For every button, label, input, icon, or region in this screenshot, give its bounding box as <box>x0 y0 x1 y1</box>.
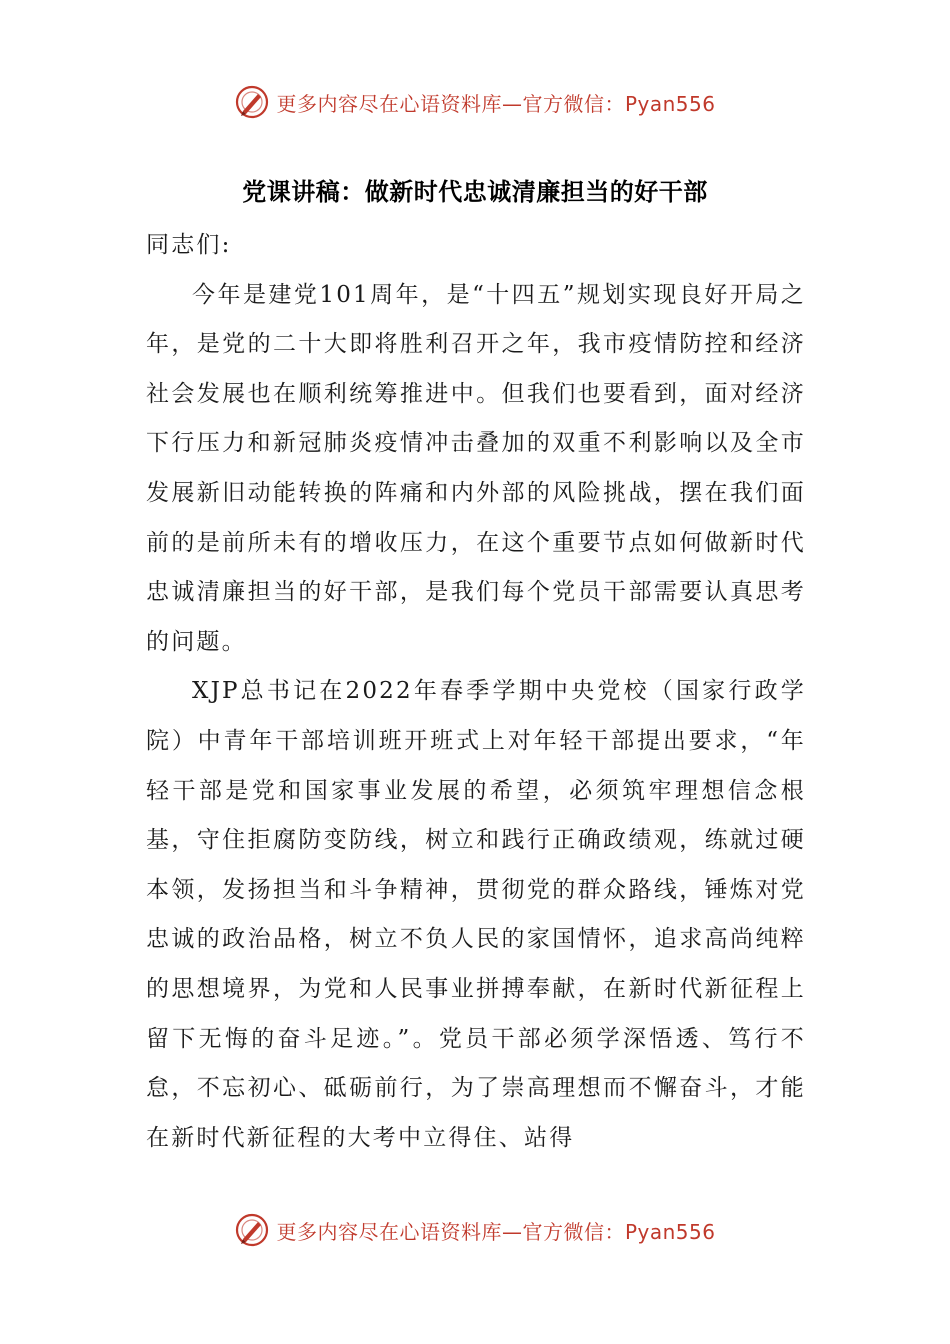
watermark-text: 更多内容尽在心语资料库—官方微信：Pyan556 <box>276 1219 716 1244</box>
pen-circle-logo-icon <box>234 84 270 120</box>
document-body <box>146 221 806 1163</box>
footer-watermark-banner <box>0 1210 950 1250</box>
document-title: 党课讲稿：做新时代忠诚清廉担当的好干部 <box>242 178 708 206</box>
salutation: 同志们: <box>146 232 232 258</box>
pen-circle-logo-icon <box>234 1212 270 1248</box>
header-watermark-banner <box>0 82 950 122</box>
watermark-text: 更多内容尽在心语资料库—官方微信：Pyan556 <box>276 91 716 116</box>
body-paragraph: 今年是建党101周年，是“十四五”规划实现良好开局之年，是党的二十大即将胜利召开之年，我市疫情防控和经济社会发展也在顺利统筹推进中。但我们也要看到，面对经济下行压力和新冠肺炎疫情冲击叠加的双重不利影响以及全市发展新旧动能转换的阵痛和内外部的风险挑战，摆在我们面前的是前所未有的增收压力，在这个重要节点如何做新时代忠诚清廉担当的好干部，是我们每个党员干部需要认真思考的问题。 <box>146 281 806 655</box>
body-paragraph: XJP总书记在2022年春季学期中央党校（国家行政学院）中青年干部培训班开班式上对年轻干部提出要求，“年轻干部是党和国家事业发展的希望，必须筑牢理想信念根基，守住拒腐防变防线，树立和践行正确政绩观，练就过硬本领，发扬担当和斗争精神，贯彻党的群众路线，锤炼对党忠诚的政治品格，树立不负人民的家国情怀，追求高尚纯粹的思想境界，为党和人民事业拼搏奉献，在新时代新征程上留下无悔的奋斗足迹。”。党员干部必须学深悟透、笃行不怠，不忘初心、砥砺前行，为了崇高理想而不懈奋斗，才能在新时代新征程的大考中立得住、站得 <box>146 678 806 1151</box>
